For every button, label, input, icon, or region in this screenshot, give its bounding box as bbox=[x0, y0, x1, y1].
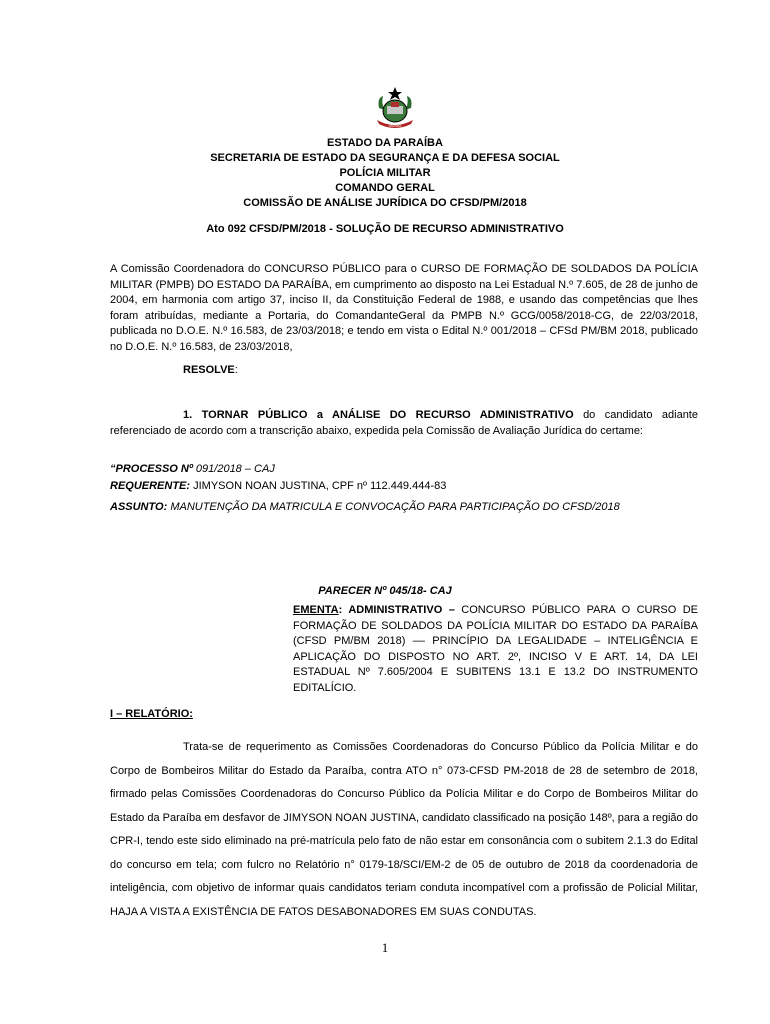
ementa-paragraph bbox=[293, 603, 698, 696]
ementa-colon: : bbox=[338, 604, 349, 616]
processo-label: “PROCESSO Nº bbox=[110, 463, 196, 475]
requerente-line bbox=[110, 480, 446, 492]
ementa-label: EMENTA bbox=[293, 604, 339, 616]
item-1-bold: 1. TORNAR PÚBLICO a ANÁLISE DO RECURSO ADMINISTRATIVO bbox=[183, 409, 574, 421]
relatorio-heading: I – RELATÓRIO: bbox=[110, 708, 193, 720]
resolve-line bbox=[183, 364, 238, 376]
header-state: ESTADO DA PARAÍBA bbox=[327, 137, 443, 149]
header-police: POLÍCIA MILITAR bbox=[339, 167, 431, 179]
assunto-line bbox=[110, 501, 620, 513]
processo-line bbox=[110, 463, 275, 475]
item-1-paragraph bbox=[110, 408, 698, 439]
svg-text:PARAIBA: PARAIBA bbox=[388, 124, 402, 128]
ato-title: Ato 092 CFSD/PM/2018 - SOLUÇÃO DE RECURSO ADMINISTRATIVO bbox=[206, 223, 564, 235]
ementa-text: CONCURSO PÚBLICO PARA O CURSO DE FORMAÇÃO DE SOLDADOS DA POLÍCIA MILITAR DO ESTADO DA PARAÍBA (CFSD PM/BM 2018) –– PRINCÍPIO DA LEGALIDADE – INTELIGÊNCIA E APLICAÇÃO DO DISPOSTO NO ART. 2º, INCISO V E ART. 14, DA LEI ESTADUAL Nº 7.605/2004 E SUBITENS 13.1 E 13.2 DO INSTRUMENTO EDITALÍCIO. bbox=[293, 604, 699, 694]
intro-paragraph: A Comissão Coordenadora do CONCURSO PÚBLICO para o CURSO DE FORMAÇÃO DE SOLDADOS DA POLÍCIA MILITAR (PMPB) DO ESTADO DA PARAÍBA, em cumprimento ao disposto na Lei Estadual N.º 7.605, de 28 de junho de 2004, em harmonia com artigo 37, inciso II, da Constituição Federal de 1988, e usando das competências que lhes foram atribuídas, mediante a Portaria, do ComandanteGeral da PMPB N.º GCG/0058/2018-CG, de 22/03/2018, publicada no D.O.E. N.º 16.583, de 23/03/2018; e tendo em vista o Edital N.º 001/2018 – CFSd PM/BM 2018, publicado no D.O.E. N.º 16.583, de 23/03/2018, bbox=[110, 263, 698, 353]
parecer-title: PARECER Nº 045/18- CAJ bbox=[318, 585, 452, 597]
page-number: 1 bbox=[381, 940, 389, 955]
header-command: COMANDO GERAL bbox=[335, 182, 435, 194]
assunto-label: ASSUNTO: bbox=[110, 501, 171, 513]
assunto-value: MANUTENÇÃO DA MATRICULA E CONVOCAÇÃO PARA PARTICIPAÇÃO DO CFSD/2018 bbox=[170, 501, 620, 513]
item-1-text: do candidato adiante referenciado de acordo com a transcrição abaixo, expedida pela Comissão de Avaliação Jurídica do certame: bbox=[110, 409, 698, 437]
requerente-value: JIMYSON NOAN JUSTINA, CPF nº 112.449.444-83 bbox=[193, 480, 447, 492]
requerente-label: REQUERENTE: bbox=[110, 480, 194, 492]
ementa-bold: ADMINISTRATIVO – bbox=[348, 604, 455, 616]
document-header bbox=[0, 136, 770, 211]
processo-value: 091/2018 – CAJ bbox=[195, 463, 275, 475]
header-commission: COMISSÃO DE ANÁLISE JURÍDICA DO CFSD/PM/2018 bbox=[243, 197, 527, 209]
relatorio-body: Trata-se de requerimento as Comissões Coordenadoras do Concurso Público da Polícia Militar e do Corpo de Bombeiros Militar do Estado da Paraíba, contra ATO n° 073-CFSD PM-2018 de 28 de setembro de 2018, firmado pelas Comissões Coordenadoras do Concurso Público da Polícia Militar e do Corpo de Bombeiros Militar do Estado da Paraíba em desfavor de JIMYSON NOAN JUSTINA, candidato classificado na posição 148º, para a região do CPR-I, tendo este sido eliminado na pré-matrícula pelo fato de não estar em consonância com o subitem 2.1.3 do Edital do concurso em tela; com fulcro no Relatório n° 0179-18/SCI/EM-2 de 05 de outubro de 2018 da coordenadoria de inteligência, com objetivo de informar quais candidatos teriam conduta incompatível com a profissão de Policial Militar, HAJA A VISTA A EXISTÊNCIA DE FATOS DESABONADORES EM SUAS CONDUTAS. bbox=[110, 741, 698, 918]
resolve-label: RESOLVE bbox=[183, 364, 235, 376]
header-secretariat: SECRETARIA DE ESTADO DA SEGURANÇA E DA DEFESA SOCIAL bbox=[210, 152, 560, 164]
resolve-colon: : bbox=[234, 364, 238, 376]
paraiba-coat-of-arms-icon bbox=[373, 86, 417, 132]
